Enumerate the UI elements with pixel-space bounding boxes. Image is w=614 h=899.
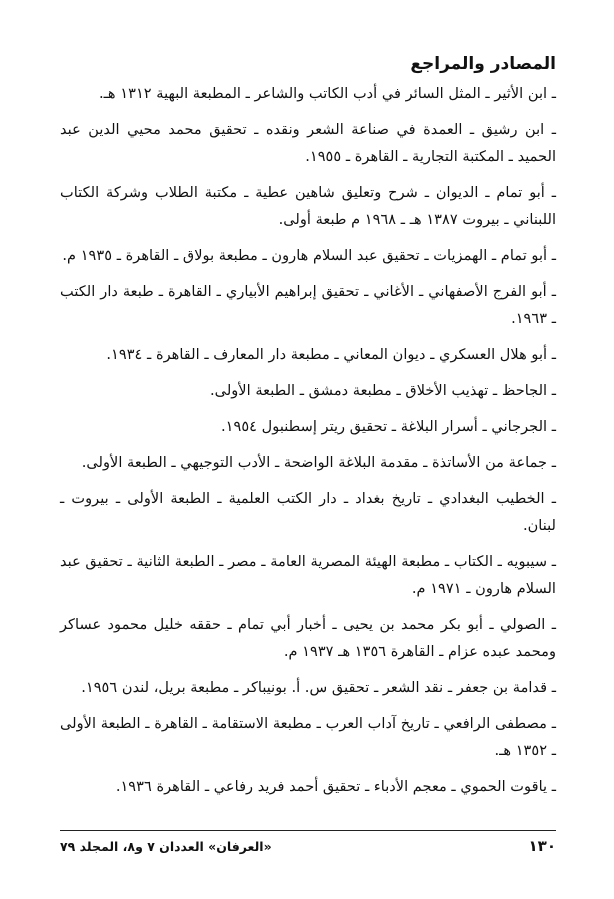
footer-divider <box>60 830 556 831</box>
page-content <box>60 54 556 899</box>
reference-item: ـ ياقوت الحموي ـ معجم الأدباء ـ تحقيق أحمد فريد رفاعي ـ القاهرة ١٩٣٦. <box>115 778 556 795</box>
reference-item: ـ الصولي ـ أبو بكر محمد بن يحيى ـ أخبار أبي تمام ـ حققه خليل محمود عساكر ومحمد عبده عزام ـ القاهرة ١٣٥٦ هـ ١٩٣٧ م. <box>60 616 556 660</box>
reference-item: ـ جماعة من الأساتذة ـ مقدمة البلاغة الواضحة ـ الأدب التوجيهي ـ الطبعة الأولى. <box>81 454 556 471</box>
reference-item: ـ ابن رشيق ـ العمدة في صناعة الشعر ونقده ـ تحقيق محمد محيي الدين عبد الحميد ـ المكتبة التجارية ـ القاهرة ـ ١٩٥٥. <box>60 121 556 165</box>
journal-citation: «العرفان» العددان ٧ و٨، المجلد ٧٩ <box>60 838 272 854</box>
reference-item: ـ الجرجاني ـ أسرار البلاغة ـ تحقيق ريتر إسطنبول ١٩٥٤. <box>221 418 556 435</box>
page-footer <box>60 830 556 855</box>
reference-item: ـ أبو تمام ـ الديوان ـ شرح وتعليق شاهين عطية ـ مكتبة الطلاب وشركة الكتاب اللبناني ـ بيروت ١٣٨٧ هـ ـ ١٩٦٨ م طبعة أولى. <box>60 184 556 228</box>
footer-row <box>60 837 556 855</box>
reference-item: ـ سيبويه ـ الكتاب ـ مطبعة الهيئة المصرية العامة ـ مصر ـ الطبعة الثانية ـ تحقيق عبد السلام هارون ـ ١٩٧١ م. <box>60 553 556 597</box>
page-number: ١٣٠ <box>528 837 556 855</box>
reference-item: ـ أبو تمام ـ الهمزيات ـ تحقيق عبد السلام هارون ـ مطبعة بولاق ـ القاهرة ـ ١٩٣٥ م. <box>62 247 556 264</box>
reference-item: ـ مصطفى الرافعي ـ تاريخ آداب العرب ـ مطبعة الاستقامة ـ القاهرة ـ الطبعة الأولى ـ ١٣٥٢ هـ. <box>60 715 556 759</box>
reference-item: ـ أبو هلال العسكري ـ ديوان المعاني ـ مطبعة دار المعارف ـ القاهرة ـ ١٩٣٤. <box>106 346 556 363</box>
references-heading: المصادر والمراجع <box>410 54 556 74</box>
reference-item: ـ الخطيب البغدادي ـ تاريخ بغداد ـ دار الكتب العلمية ـ الطبعة الأولى ـ بيروت ـ لبنان. <box>60 490 556 534</box>
references-list <box>60 80 556 800</box>
reference-item: ـ الجاحظ ـ تهذيب الأخلاق ـ مطبعة دمشق ـ الطبعة الأولى. <box>210 382 556 399</box>
reference-item: ـ قدامة بن جعفر ـ نقد الشعر ـ تحقيق س. أ. بونيباكر ـ مطبعة بريل، لندن ١٩٥٦. <box>81 679 556 696</box>
reference-item: ـ ابن الأثير ـ المثل السائر في أدب الكاتب والشاعر ـ المطبعة البهية ١٣١٢ هـ. <box>99 85 556 102</box>
reference-item: ـ أبو الفرج الأصفهاني ـ الأغاني ـ تحقيق إبراهيم الأبياري ـ القاهرة ـ طبعة دار الكتب ـ ١٩٦٣. <box>60 283 556 327</box>
